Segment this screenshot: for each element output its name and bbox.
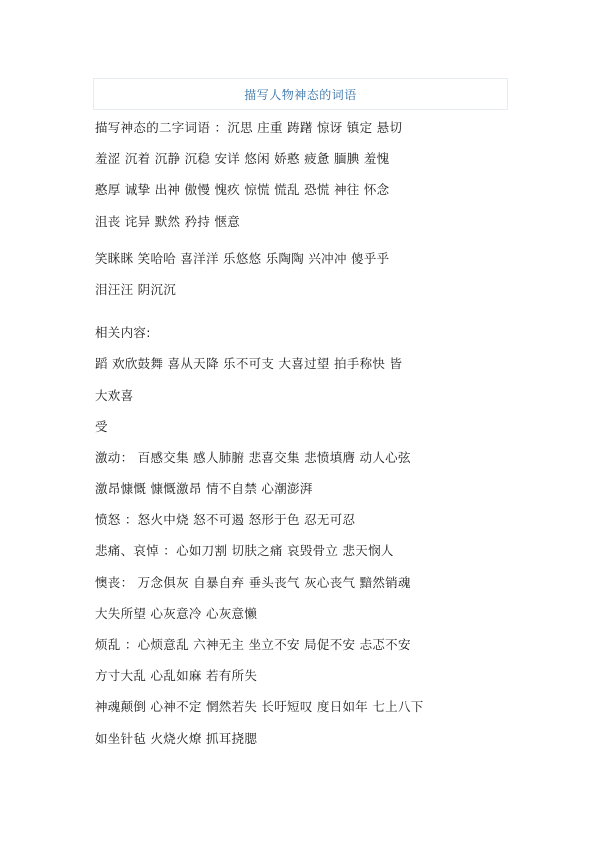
text-line: 泪汪汪 阴沉沉: [95, 281, 177, 297]
document-body: [95, 112, 515, 754]
text-line: 蹈 欢欣鼓舞 喜从天降 乐不可支 大喜过望 拍手称快 皆: [95, 356, 403, 372]
text-line: 悲痛、哀悼 ：心如刀割 切肤之痛 哀毁骨立 悲天悯人: [95, 543, 394, 559]
text-line: 大欢喜: [95, 387, 134, 403]
page-title: 描写人物神态的词语: [244, 87, 357, 102]
text-line: 如坐针毡 火烧火燎 抓耳挠腮: [95, 730, 258, 746]
text-line: 受: [95, 418, 108, 434]
text-line: 懊丧： 万念俱灰 自暴自弃 垂头丧气 灰心丧气 黯然销魂: [95, 574, 411, 590]
text-line: 愤怒 ：怒火中烧 怒不可遏 怒形于色 忍无可忍: [95, 512, 356, 528]
text-line: 描写神态的二字词语 ：沉思 庄重 踌躇 惊讶 镇定 悬切: [95, 120, 403, 135]
text-line: 羞涩 沉着 沉静 沉稳 安详 悠闲 娇憨 疲惫 腼腆 羞愧: [95, 151, 390, 167]
text-line: 沮丧 诧异 默然 矜持 惬意: [95, 213, 241, 229]
text-line: 神魂颠倒 心神不定 惘然若失 长吁短叹 度日如年 七上八下: [95, 699, 424, 715]
text-line: 笑眯眯 笑哈哈 喜洋洋 乐悠悠 乐陶陶 兴冲冲 傻乎乎: [95, 250, 390, 266]
text-line: 方寸大乱 心乱如麻 若有所失: [95, 668, 258, 684]
section-heading: 相关内容:: [95, 325, 151, 341]
text-line: 憨厚 诚挚 出神 傲慢 愧疚 惊慌 慌乱 恐慌 神往 怀念: [95, 182, 390, 198]
title-box: [93, 78, 508, 110]
text-line: 大失所望 心灰意冷 心灰意懒: [95, 605, 258, 621]
text-line: 烦乱 ：心烦意乱 六神无主 坐立不安 局促不安 忐忑不安: [95, 637, 411, 652]
text-line: 激动： 百感交集 感人肺腑 悲喜交集 悲愤填膺 动人心弦: [95, 449, 411, 465]
text-line: 激昂慷慨 慷慨激昂 情不自禁 心潮澎湃: [95, 481, 313, 497]
